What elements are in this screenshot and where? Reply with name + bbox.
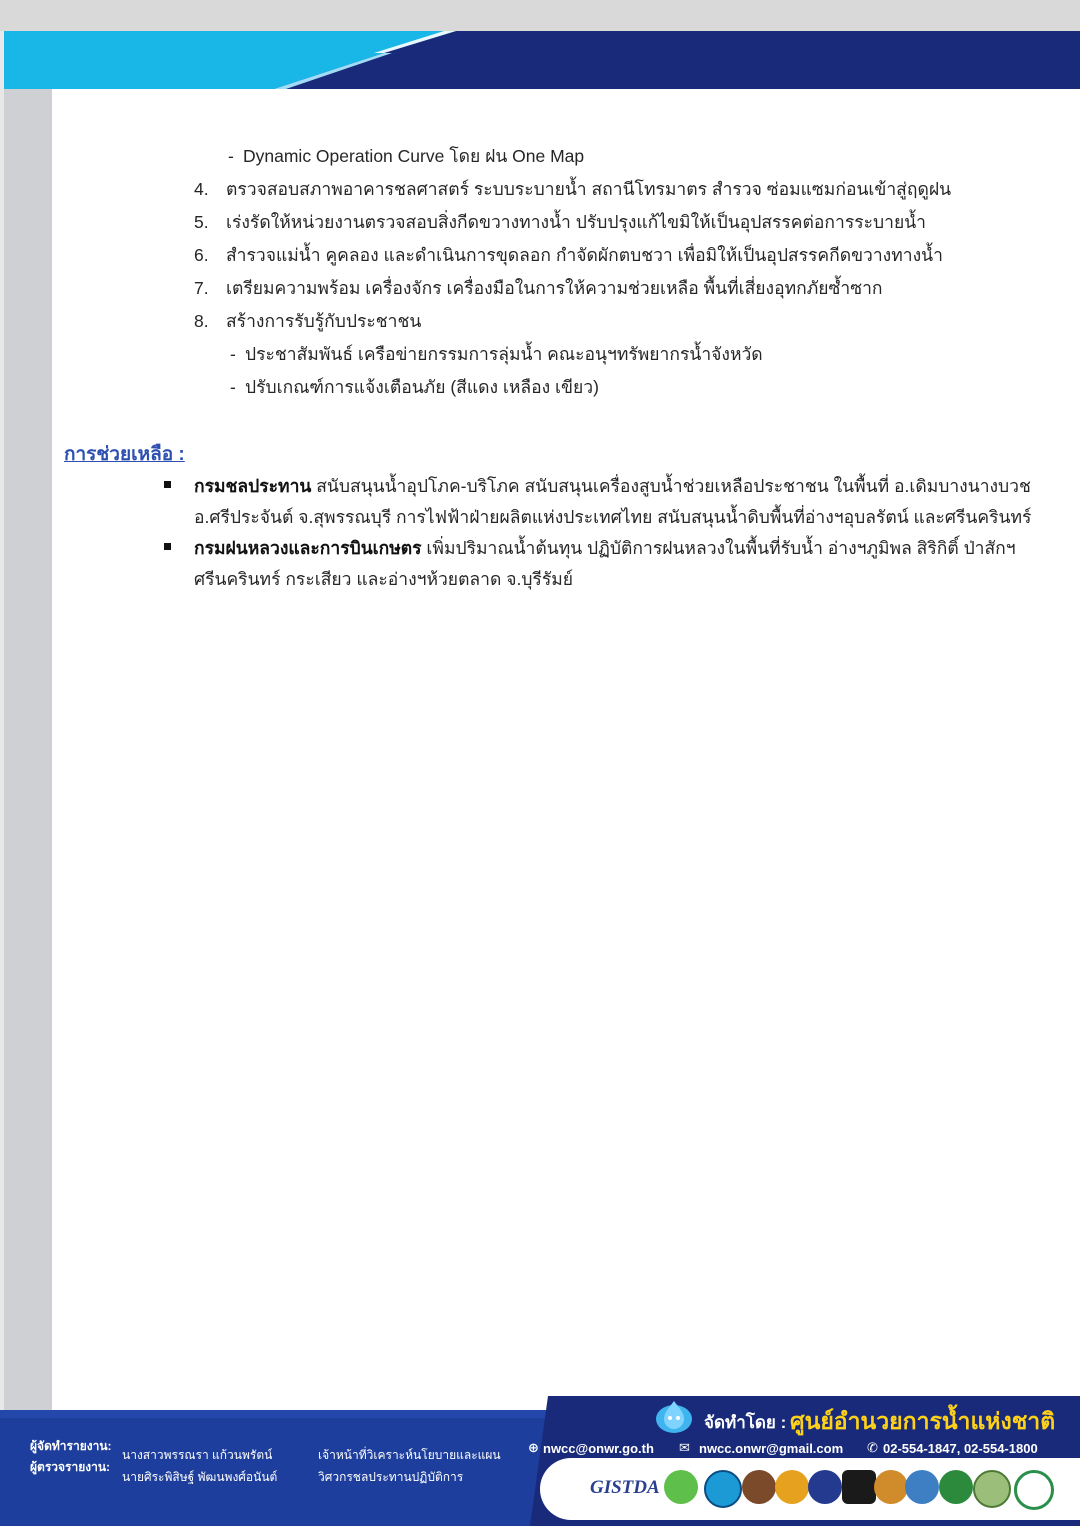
left-margin-bar <box>0 31 52 1411</box>
producer-prefix: จัดทำโดย : <box>704 1413 787 1432</box>
agency-logo <box>1014 1470 1054 1510</box>
reviewer-name: นายศิระพิสิษฐ์ พัฒนพงศ์อนันต์ <box>122 1470 278 1484</box>
leaf-logo <box>664 1470 698 1504</box>
reporter-position: เจ้าหน้าที่วิเคราะห์นโยบายและแผน <box>318 1448 501 1462</box>
dash-marker: - <box>230 377 236 397</box>
globe-icon: ⊕ <box>528 1440 539 1455</box>
item-text: สำรวจแม่น้ำ คูคลอง และดำเนินการขุดลอก กำจัดผักตบชวา เพื่อมิให้เป็นอุปสรรคกีดขวางทางน้ำ <box>226 245 943 265</box>
reviewer-label: ผู้ตรวจรายงาน: <box>30 1460 111 1474</box>
item-number: 7. <box>194 278 209 298</box>
bullet-square <box>164 543 171 550</box>
dash-marker: - <box>230 344 236 364</box>
agency-logo <box>775 1470 809 1504</box>
item-number: 4. <box>194 179 209 199</box>
phone-text: 02-554-1847, 02-554-1800 <box>883 1441 1038 1456</box>
item-number: 6. <box>194 245 209 265</box>
sub-item-publicize: ประชาสัมพันธ์ เครือข่ายกรรมการลุ่มน้ำ คณะอนุฯทรัพยากรน้ำจังหวัด <box>245 344 763 364</box>
left-margin-edge <box>0 31 4 1411</box>
header-band <box>4 31 1080 89</box>
assist-item-2-line2: ศรีนครินทร์ กระเสียว และอ่างฯห้วยตลาด จ.บุรีรัมย์ <box>194 569 574 589</box>
agency-logo <box>905 1470 939 1504</box>
item-text: ตรวจสอบสภาพอาคารชลศาสตร์ ระบบระบายน้ำ สถานีโทรมาตร สำรวจ ซ่อมแซมก่อนเข้าสู่ฤดูฝน <box>226 179 952 199</box>
bullet-square <box>164 481 171 488</box>
agency-logo <box>939 1470 973 1504</box>
agency-logo <box>742 1470 776 1504</box>
agency-logo <box>842 1470 876 1504</box>
assist-item-1-line2: อ.ศรีประจันต์ จ.สุพรรณบุรี การไฟฟ้าฝ่ายผลิตแห่งประเทศไทย สนับสนุนน้ำดิบพื้นที่อ่างฯอุบลรัตน์ และศรีนครินทร์ <box>194 507 1032 527</box>
mail-icon: ✉ <box>679 1440 690 1455</box>
assist-item-1-line1 <box>194 474 1031 498</box>
agency-logo <box>874 1470 908 1504</box>
assist-text: สนับสนุนน้ำอุปโภค-บริโภค สนับสนุนเครื่องสูบน้ำช่วยเหลือประชาชน ในพื้นที่ อ.เดิมบางนางบวช <box>311 476 1031 496</box>
agency-name: กรมฝนหลวงและการบินเกษตร <box>194 538 422 558</box>
item-number: 5. <box>194 212 209 232</box>
phone-icon: ✆ <box>867 1440 878 1455</box>
agency-logo <box>808 1470 842 1504</box>
assistance-heading: การช่วยเหลือ : <box>64 444 185 465</box>
water-drop-logo <box>654 1399 694 1435</box>
reviewer-position: วิศวกรชลประทานปฏิบัติการ <box>318 1470 464 1484</box>
email-text: nwcc.onwr@gmail.com <box>699 1441 844 1456</box>
sub-item-warning: ปรับเกณฑ์การแจ้งเตือนภัย (สีแดง เหลือง เขียว) <box>245 377 599 397</box>
item-text: เร่งรัดให้หน่วยงานตรวจสอบสิ่งกีดขวางทางน้ำ ปรับปรุงแก้ไขมิให้เป็นอุปสรรคต่อการระบายน้ำ <box>226 212 926 232</box>
agency-name: กรมชลประทาน <box>194 476 312 496</box>
gistda-logo: GISTDA <box>590 1477 660 1498</box>
reporter-label: ผู้จัดทำรายงาน: <box>30 1439 112 1453</box>
agency-logo <box>704 1470 742 1508</box>
agency-logo <box>973 1470 1011 1508</box>
sub-item-dynamic-curve: Dynamic Operation Curve โดย ฝน One Map <box>243 146 585 166</box>
reporter-name: นางสาวพรรณรา แก้วนพรัตน์ <box>122 1448 273 1462</box>
website-text: nwcc@onwr.go.th <box>543 1441 654 1456</box>
item-text: เตรียมความพร้อม เครื่องจักร เครื่องมือในการให้ความช่วยเหลือ พื้นที่เสี่ยงอุทกภัยซ้ำซาก <box>226 278 883 298</box>
producer-name: ศูนย์อำนวยการน้ำแห่งชาติ <box>790 1408 1056 1434</box>
assist-text: เพิ่มปริมาณน้ำต้นทุน ปฏิบัติการฝนหลวงในพื้นที่รับน้ำ อ่างฯภูมิพล สิริกิติ์ ป่าสักฯ <box>421 538 1016 558</box>
item-text: สร้างการรับรู้กับประชาชน <box>226 311 422 331</box>
assist-item-2-line1 <box>194 536 1016 560</box>
top-gray-strip <box>0 0 1080 31</box>
dash-marker: - <box>228 146 234 166</box>
item-number: 8. <box>194 311 209 331</box>
